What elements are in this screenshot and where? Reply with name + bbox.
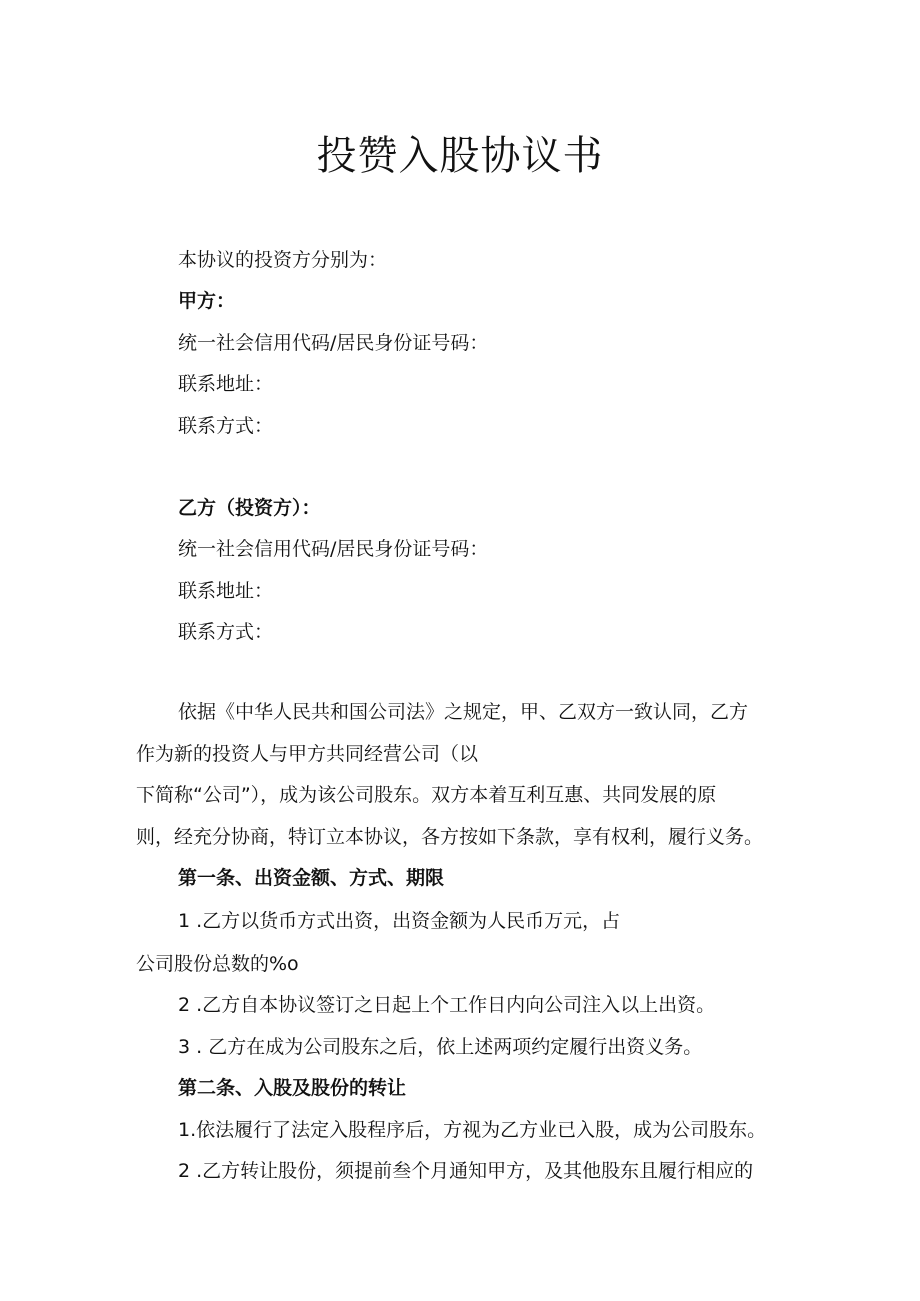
article-2-heading: 第二条、入股及股份的转让	[178, 1077, 407, 1099]
article-1-heading: 第一条、出资金额、方式、期限	[178, 867, 445, 889]
party-b-address: 联系地址：	[178, 580, 274, 602]
document-title: 投赞入股协议书	[316, 133, 604, 179]
article-1-item-3: 3 . 乙方在成为公司股东之后，依上述两项约定履行出资义务。	[178, 1036, 703, 1058]
article-2-item-1: 1.依法履行了法定入股程序后，方视为乙方业已入股，成为公司股东。	[178, 1119, 767, 1141]
preamble-line: 下简称“公司”），成为该公司股东。双方本着互利互惠、共同发展的原	[136, 784, 717, 806]
preamble-line: 作为新的投资人与甲方共同经营公司（以	[136, 743, 479, 765]
party-a-contact: 联系方式：	[178, 415, 274, 437]
party-b-heading: 乙方（投资方）：	[178, 497, 321, 519]
party-a-address: 联系地址：	[178, 373, 274, 395]
article-1-item-1: 1 .乙方以货币方式出资，出资金额为人民币万元，占	[178, 910, 621, 932]
preamble-line: 依据《中华人民共和国公司法》之规定，甲、乙双方一致认同，乙方	[178, 701, 749, 723]
article-1-item-2: 2 .乙方自本协议签订之日起上个工作日内向公司注入以上出资。	[178, 994, 716, 1016]
intro-text: 本协议的投资方分别为：	[178, 249, 388, 271]
party-b-code: 统一社会信用代码/居民身份证号码：	[178, 538, 489, 560]
preamble-line: 则，经充分协商，特订立本协议，各方按如下条款，享有权利，履行义务。	[136, 826, 764, 848]
article-1-item-1-cont: 公司股份总数的%o	[136, 953, 299, 975]
party-a-heading: 甲方：	[178, 290, 236, 312]
article-2-item-2: 2 .乙方转让股份，须提前叁个月通知甲方，及其他股东且履行相应的	[178, 1160, 754, 1182]
party-a-code: 统一社会信用代码/居民身份证号码：	[178, 332, 489, 354]
party-b-contact: 联系方式：	[178, 621, 274, 643]
